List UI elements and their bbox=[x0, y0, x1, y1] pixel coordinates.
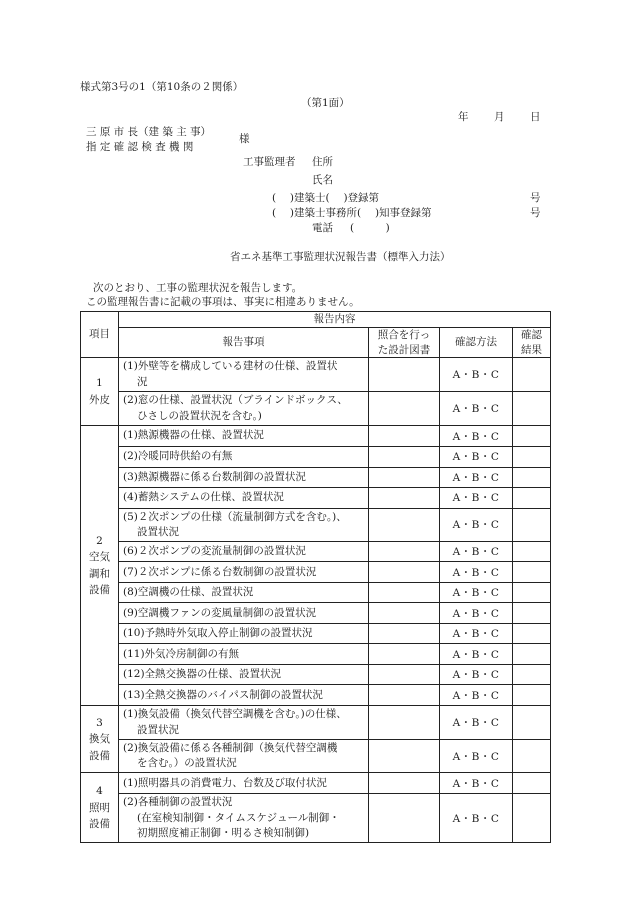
report-item: (10)予熱時外気取入停止制御の設置状況 bbox=[119, 623, 369, 644]
table-row bbox=[81, 392, 551, 426]
report-item: (2)窓の仕様、設置状況（ブラインドボックス、 ひさしの設置状況を含む。) bbox=[119, 392, 369, 426]
section-label-envelope: 1 外皮 bbox=[81, 358, 119, 426]
report-item: (9)空調機ファンの変風量制御の設置状況 bbox=[119, 603, 369, 624]
table-row bbox=[81, 739, 551, 772]
result-cell[interactable] bbox=[513, 508, 551, 541]
report-item: (4)蓄熱システムの仕様、設置状況 bbox=[119, 488, 369, 509]
report-item: (8)空調機の仕様、設置状況 bbox=[119, 582, 369, 603]
table-row bbox=[81, 562, 551, 583]
document-title: 省エネ基準工事監理状況報告書（標準入力法） bbox=[230, 251, 451, 263]
result-cell[interactable] bbox=[513, 794, 551, 843]
section-label-ventilation: 3 換気 設備 bbox=[81, 706, 119, 773]
table-row bbox=[81, 685, 551, 706]
addressee-honorific: 様 bbox=[239, 133, 250, 145]
design-doc-cell[interactable] bbox=[369, 664, 440, 685]
supervisor-address-label: 住所 bbox=[312, 156, 333, 168]
col-method-header: 確認方法 bbox=[440, 328, 513, 358]
phone-label: 電話 bbox=[312, 222, 333, 234]
table-row bbox=[81, 467, 551, 488]
date-year: 年 bbox=[458, 111, 469, 123]
result-cell[interactable] bbox=[513, 664, 551, 685]
report-item: (6)２次ポンプの変流量制御の設置状況 bbox=[119, 541, 369, 562]
section-label-air-conditioning: 2 空気 調和 設備 bbox=[81, 426, 119, 706]
design-doc-cell[interactable] bbox=[369, 562, 440, 583]
method-cell[interactable]: A・B・C bbox=[440, 426, 513, 447]
report-item: (2)各種制御の設置状況 (在室検知制御・タイムスケジュール制御・ 初期照度補正制御・明るさ検知制御) bbox=[119, 794, 369, 843]
design-doc-cell[interactable] bbox=[369, 447, 440, 468]
report-item: (3)熱源機器に係る台数制御の設置状況 bbox=[119, 467, 369, 488]
method-cell[interactable]: A・B・C bbox=[440, 392, 513, 426]
table-row bbox=[81, 644, 551, 665]
table-row bbox=[81, 358, 551, 392]
result-cell[interactable] bbox=[513, 467, 551, 488]
design-doc-cell[interactable] bbox=[369, 685, 440, 706]
table-row bbox=[81, 623, 551, 644]
design-doc-cell[interactable] bbox=[369, 582, 440, 603]
design-doc-cell[interactable] bbox=[369, 392, 440, 426]
result-cell[interactable] bbox=[513, 541, 551, 562]
intro-line1: 次のとおり、工事の監理状況を報告します。 bbox=[93, 282, 303, 294]
col-result-header: 確認 結果 bbox=[513, 328, 551, 358]
result-cell[interactable] bbox=[513, 739, 551, 772]
result-cell[interactable] bbox=[513, 773, 551, 794]
method-cell[interactable]: A・B・C bbox=[440, 603, 513, 624]
method-cell[interactable]: A・B・C bbox=[440, 644, 513, 665]
architect-registration-suffix: 号 bbox=[530, 192, 541, 204]
method-cell[interactable]: A・B・C bbox=[440, 582, 513, 603]
addressee-line2: 指 定 確 認 検 査 機 関 bbox=[86, 141, 194, 153]
method-cell[interactable]: A・B・C bbox=[440, 358, 513, 392]
table-row bbox=[81, 508, 551, 541]
method-cell[interactable]: A・B・C bbox=[440, 706, 513, 739]
report-table bbox=[80, 311, 551, 843]
table-row bbox=[81, 773, 551, 794]
design-doc-cell[interactable] bbox=[369, 426, 440, 447]
report-item: (7)２次ポンプに係る台数制御の設置状況 bbox=[119, 562, 369, 583]
design-doc-cell[interactable] bbox=[369, 358, 440, 392]
report-item: (2)冷暖同時供給の有無 bbox=[119, 447, 369, 468]
col-item-header: 項目 bbox=[81, 312, 119, 358]
result-cell[interactable] bbox=[513, 603, 551, 624]
result-cell[interactable] bbox=[513, 358, 551, 392]
report-item: (11)外気冷房制御の有無 bbox=[119, 644, 369, 665]
design-doc-cell[interactable] bbox=[369, 706, 440, 739]
result-cell[interactable] bbox=[513, 488, 551, 509]
table-row bbox=[81, 706, 551, 739]
design-doc-cell[interactable] bbox=[369, 623, 440, 644]
report-item: (2)換気設備に係る各種制御（換気代替空調機 を含む。）の設置状況 bbox=[119, 739, 369, 772]
supervisor-name-label: 氏名 bbox=[312, 174, 333, 186]
result-cell[interactable] bbox=[513, 426, 551, 447]
method-cell[interactable]: A・B・C bbox=[440, 773, 513, 794]
report-item: (1)換気設備（換気代替空調機を含む。)の仕様、 設置状況 bbox=[119, 706, 369, 739]
method-cell[interactable]: A・B・C bbox=[440, 664, 513, 685]
table-row bbox=[81, 794, 551, 843]
design-doc-cell[interactable] bbox=[369, 773, 440, 794]
table-row bbox=[81, 541, 551, 562]
col-design-header: 照合を行っ た設計図書 bbox=[369, 328, 440, 358]
office-registration-suffix: 号 bbox=[530, 207, 541, 219]
report-item: (5)２次ポンプの仕様（流量制御方式を含む。)、 設置状況 bbox=[119, 508, 369, 541]
report-item: (1)外壁等を構成している建材の仕様、設置状 況 bbox=[119, 358, 369, 392]
method-cell[interactable]: A・B・C bbox=[440, 447, 513, 468]
report-item: (1)照明器具の消費電力、台数及び取付状況 bbox=[119, 773, 369, 794]
method-cell[interactable]: A・B・C bbox=[440, 508, 513, 541]
result-cell[interactable] bbox=[513, 582, 551, 603]
office-registration: ( )建築士事務所( )知事登録第 bbox=[272, 207, 432, 219]
design-doc-cell[interactable] bbox=[369, 794, 440, 843]
phone-parens: ( ) bbox=[350, 222, 390, 234]
design-doc-cell[interactable] bbox=[369, 541, 440, 562]
design-doc-cell[interactable] bbox=[369, 603, 440, 624]
method-cell[interactable]: A・B・C bbox=[440, 794, 513, 843]
result-cell[interactable] bbox=[513, 392, 551, 426]
table-row bbox=[81, 447, 551, 468]
method-cell[interactable]: A・B・C bbox=[440, 562, 513, 583]
result-cell[interactable] bbox=[513, 644, 551, 665]
design-doc-cell[interactable] bbox=[369, 644, 440, 665]
method-cell[interactable]: A・B・C bbox=[440, 623, 513, 644]
addressee-line1: 三 原 市 長（建 築 主 事） bbox=[86, 126, 212, 138]
method-cell[interactable]: A・B・C bbox=[440, 467, 513, 488]
date-day: 日 bbox=[530, 111, 541, 123]
architect-registration: ( )建築士( )登録第 bbox=[272, 192, 380, 204]
method-cell[interactable]: A・B・C bbox=[440, 488, 513, 509]
table-row bbox=[81, 582, 551, 603]
supervisor-title: 工事監理者 bbox=[243, 156, 296, 168]
report-item: (13)全熱交換器のバイパス制御の設置状況 bbox=[119, 685, 369, 706]
page-label: （第1面） bbox=[301, 97, 350, 109]
method-cell[interactable]: A・B・C bbox=[440, 541, 513, 562]
table-row bbox=[81, 603, 551, 624]
result-cell[interactable] bbox=[513, 447, 551, 468]
result-cell[interactable] bbox=[513, 623, 551, 644]
form-number: 様式第3号の1（第10条の２関係） bbox=[80, 81, 244, 93]
section-label-lighting: 4 照明 設備 bbox=[81, 773, 119, 843]
intro-line2: この監理報告書に記載の事項は、事実に相違ありません。 bbox=[86, 296, 360, 308]
date-month: 月 bbox=[494, 111, 505, 123]
design-doc-cell[interactable] bbox=[369, 739, 440, 772]
report-item: (12)全熱交換器の仕様、設置状況 bbox=[119, 664, 369, 685]
design-doc-cell[interactable] bbox=[369, 508, 440, 541]
table-row bbox=[81, 426, 551, 447]
table-row bbox=[81, 488, 551, 509]
design-doc-cell[interactable] bbox=[369, 488, 440, 509]
col-group-header: 報告内容 bbox=[119, 312, 551, 328]
result-cell[interactable] bbox=[513, 685, 551, 706]
result-cell[interactable] bbox=[513, 562, 551, 583]
report-item: (1)熱源機器の仕様、設置状況 bbox=[119, 426, 369, 447]
method-cell[interactable]: A・B・C bbox=[440, 739, 513, 772]
method-cell[interactable]: A・B・C bbox=[440, 685, 513, 706]
result-cell[interactable] bbox=[513, 706, 551, 739]
design-doc-cell[interactable] bbox=[369, 467, 440, 488]
table-row bbox=[81, 664, 551, 685]
col-report-header: 報告事項 bbox=[119, 328, 369, 358]
